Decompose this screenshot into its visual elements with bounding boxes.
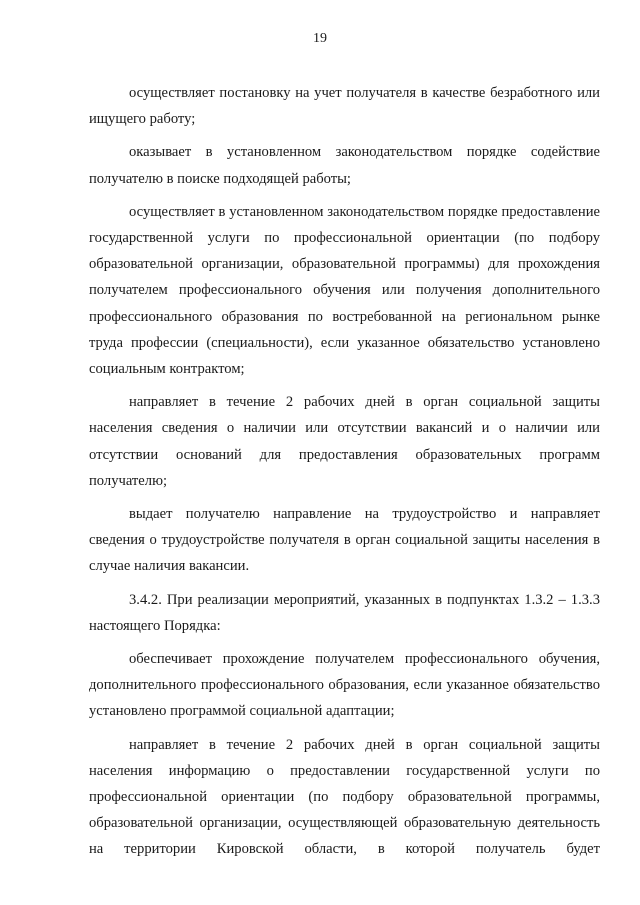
paragraph-job-search-assistance: оказывает в установленном законодательством порядке содействие получателю в поиске подходящей работы;	[89, 144, 600, 187]
paragraph-career-guidance: осуществляет в установленном законодательством порядке предоставление государственной услуги по профессиональной ориентации (по подбору образовательной организации, образовательной программы) для прохождения получателем профессионального обучения или получения дополнительного профессионального образования по востребованной на региональном рынке труда профессии (специальности), если указанное обязательство установлено социальным контрактом;	[89, 203, 600, 378]
page-number: 19	[313, 31, 327, 46]
paragraph-training-provision: обеспечивает прохождение получателем профессионального обучения, дополнительного профессионального образования, если указанное обязательство установлено программой социальной адаптации;	[89, 651, 600, 720]
paragraph-section-3-4-2: 3.4.2. При реализации мероприятий, указанных в подпунктах 1.3.2 – 1.3.3 настоящего Порядка:	[89, 591, 600, 634]
paragraph-guidance-info: направляет в течение 2 рабочих дней в орган социальной защиты населения информацию о предоставлении государственной услуги по профессиональной ориентации (по подбору образовательной программы, образовательной организации, осуществляющей образовательную деятельность на территории Кировской области, в которой получатель будет	[89, 736, 600, 858]
document-body	[89, 80, 600, 870]
paragraph-vacancy-info: направляет в течение 2 рабочих дней в орган социальной защиты населения сведения о наличии или отсутствии вакансий и о наличии или отсутствии оснований для предоставления образовательных программ получателю;	[89, 394, 600, 489]
paragraph-employment-referral: выдает получателю направление на трудоустройство и направляет сведения о трудоустройстве получателя в орган социальной защиты населения в случае наличия вакансии.	[89, 506, 600, 575]
paragraph-register-unemployed: осуществляет постановку на учет получателя в качестве безработного или ищущего работу;	[89, 85, 600, 128]
